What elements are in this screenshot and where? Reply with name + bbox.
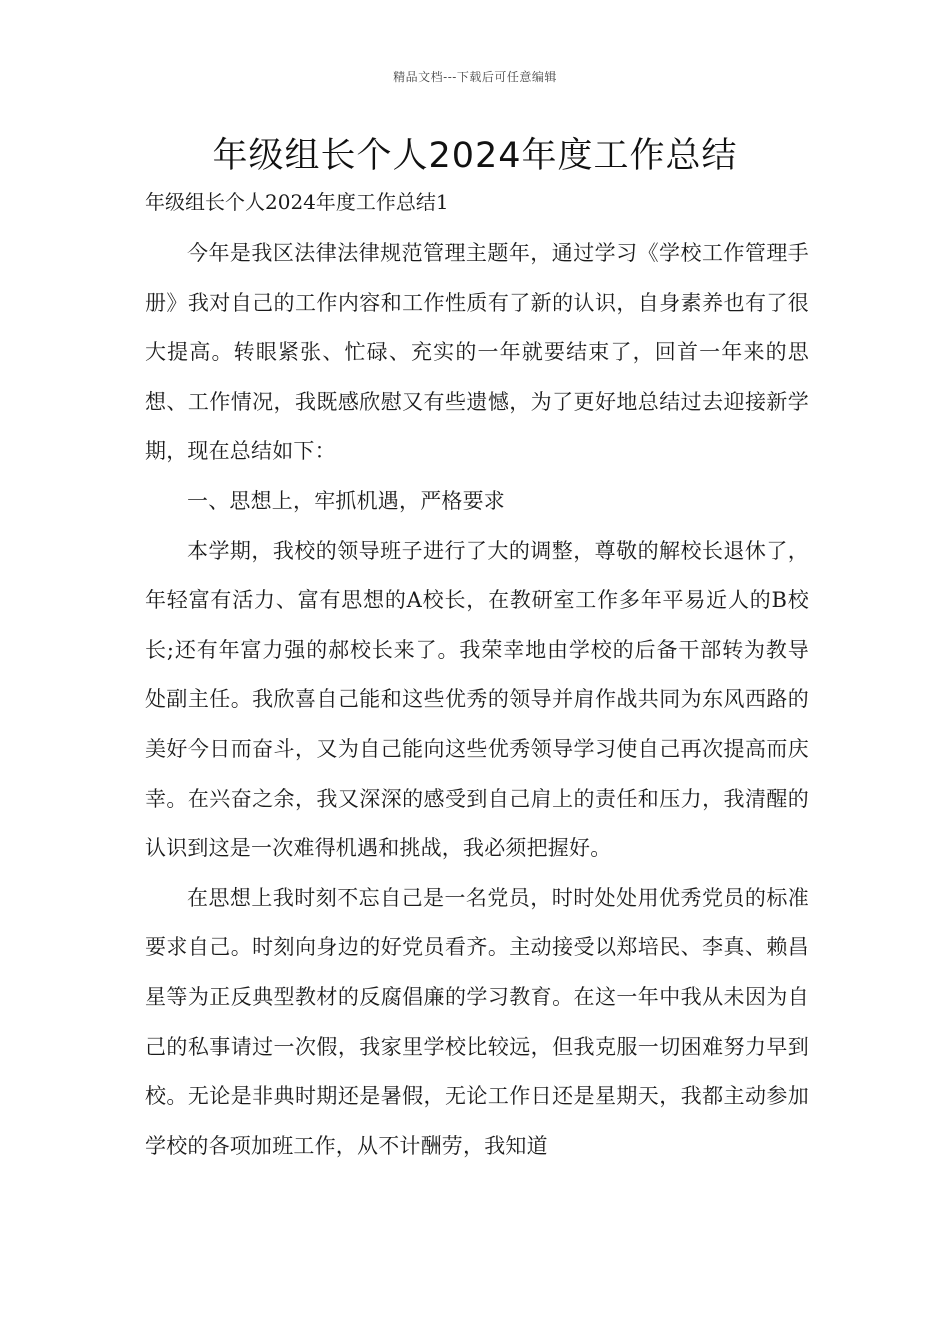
header-note: 精品文档---下载后可任意编辑 — [393, 70, 557, 84]
paragraph-intro: 今年是我区法律法律规范管理主题年，通过学习《学校工作管理手册》我对自己的工作内容和工作性质有了新的认识，自身素养也有了很大提高。转眼紧张、忙碌、充实的一年就要结束了，回首一年来的思想、工作情况，我既感欣慰又有些遗憾，为了更好地总结过去迎接新学期，现在总结如下： — [145, 241, 809, 464]
section-heading: 一、思想上，牢抓机遇，严格要求 — [187, 488, 505, 513]
document-title: 年级组长个人2024年度工作总结 — [212, 136, 738, 176]
document-subtitle: 年级组长个人2024年度工作总结1 — [145, 190, 449, 214]
document-body — [145, 229, 809, 1171]
paragraph-ideology: 在思想上我时刻不忘自己是一名党员，时时处处用优秀党员的标准要求自己。时刻向身边的好党员看齐。主动接受以郑培民、李真、赖昌星等为正反典型教材的反腐倡廉的学习教育。在这一年中我从未因为自己的私事请过一次假，我家里学校比较远，但我克服一切困难努力早到校。无论是非典时期还是暑假，无论工作日还是星期天，我都主动参加学校的各项加班工作，从不计酬劳，我知道 — [145, 885, 809, 1158]
paragraph-leadership: 本学期，我校的领导班子进行了大的调整，尊敬的解校长退休了，年轻富有活力、富有思想的A校长，在教研室工作多年平易近人的B校长;还有年富力强的郝校长来了。我荣幸地由学校的后备干部转为教导处副主任。我欣喜自己能和这些优秀的领导并肩作战共同为东风西路的美好今日而奋斗，又为自己能向这些优秀领导学习使自己再次提高而庆幸。在兴奋之余，我又深深的感受到自己肩上的责任和压力，我清醒的认识到这是一次难得机遇和挑战，我必须把握好。 — [145, 538, 809, 861]
